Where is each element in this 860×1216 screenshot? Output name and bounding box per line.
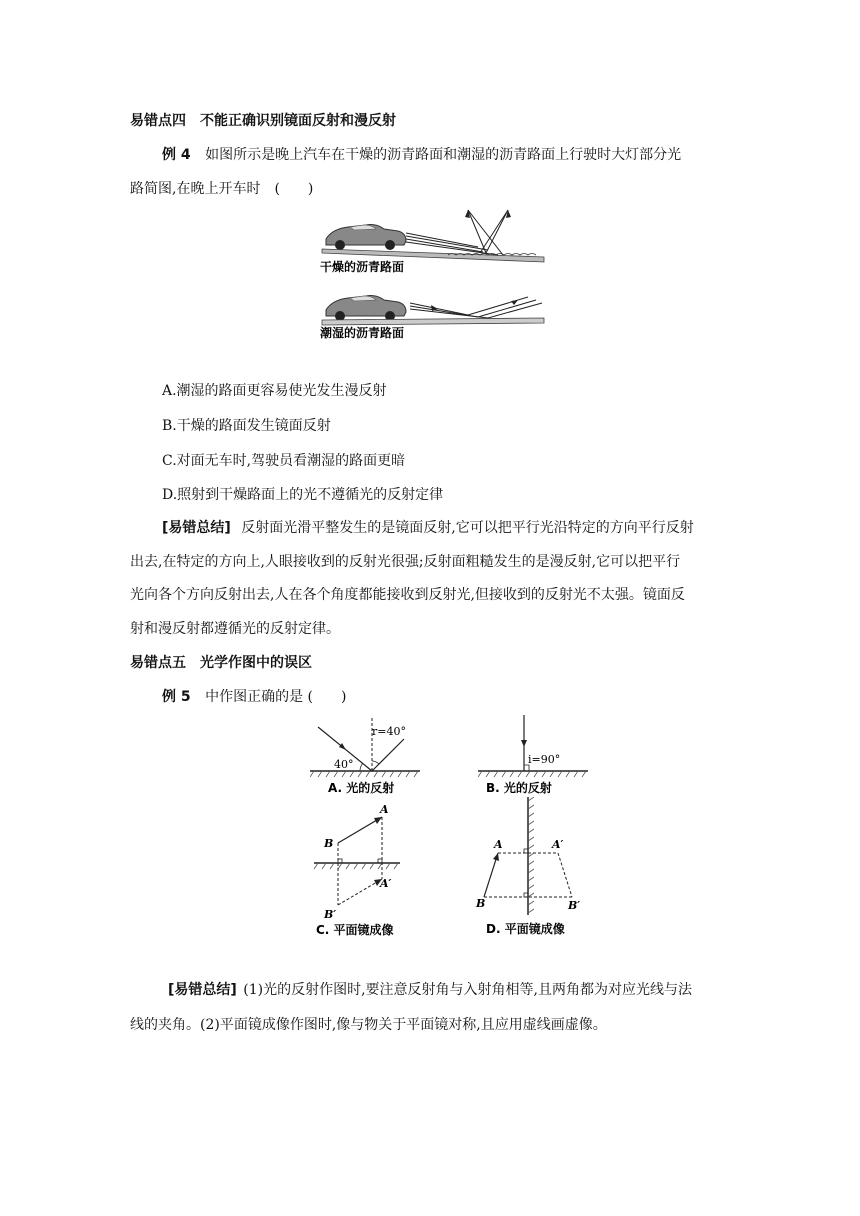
option-d: D.照射到干燥路面上的光不遵循光的反射定律: [162, 487, 444, 503]
fig-a-angle-incident: 40°: [334, 758, 354, 771]
summary4-text-4: 射和漫反射都遵循光的反射定律。: [130, 621, 340, 637]
option-a: A.潮湿的路面更容易使光发生漫反射: [162, 383, 387, 399]
figure-c: [310, 803, 420, 943]
example4-line1: [162, 145, 681, 165]
fig-c-point-a: A: [380, 803, 389, 816]
summary4-label: [易错总结]: [162, 520, 231, 536]
section4-heading: 易错点四 不能正确识别镜面反射和漫反射: [130, 113, 396, 129]
figure-a: [310, 713, 420, 803]
fig-d-point-a2: A′: [552, 838, 564, 851]
summary5-text-2: 线的夹角。(2)平面镜成像作图时,像与物关于平面镜对称,且应用虚线画虚像。: [130, 1017, 607, 1033]
summary5-label: [易错总结]: [168, 982, 237, 998]
example5-text: 中作图正确的是 ( ): [205, 689, 347, 705]
example4-text-1: 如图所示是晚上汽车在干燥的沥青路面和潮湿的沥青路面上行驶时大灯部分光: [205, 147, 682, 163]
fig-c-caption: C. 平面镜成像: [316, 923, 394, 937]
fig-d-point-b2: B′: [568, 899, 581, 912]
example4-text-2: 路简图,在晚上开车时 ( ): [130, 181, 314, 197]
summary4-text-3: 光向各个方向反射出去,人在各个角度都能接收到反射光,但接收到的反射光不太强。镜面反: [130, 587, 685, 603]
section5-heading: 易错点五 光学作图中的误区: [130, 655, 312, 671]
wet-road-label: 潮湿的沥青路面: [320, 326, 405, 340]
summary5-text-1: (1)光的反射作图时,要注意反射角与入射角相等,且两角都为对应光线与法: [243, 982, 692, 998]
summary4-text-1: 反射面光滑平整发生的是镜面反射,它可以把平行光沿特定的方向平行反射: [241, 520, 694, 536]
fig-b-caption: B. 光的反射: [486, 781, 552, 795]
fig-b-angle: i=90°: [528, 753, 561, 766]
fig-d-point-b: B: [476, 897, 486, 910]
example4-label: 例 4: [162, 147, 191, 163]
example5-line: [162, 687, 346, 707]
summary4-text-2: 出去,在特定的方向上,人眼接收到的反射光很强;反射面粗糙发生的是漫反射,它可以把平行: [130, 554, 681, 570]
example5-label: 例 5: [162, 689, 191, 705]
figure-d: [474, 797, 594, 943]
road-reflection-figure: [318, 205, 548, 345]
dry-road-group: [322, 210, 544, 262]
summary5-line1: [168, 980, 692, 1000]
dry-road-label: 干燥的沥青路面: [320, 260, 405, 274]
summary4-line1: [162, 518, 694, 538]
wet-road-surface: [322, 318, 544, 325]
figure-b: [478, 713, 588, 803]
fig-d-point-a: A: [494, 838, 503, 851]
option-b: B.干燥的路面发生镜面反射: [162, 418, 331, 434]
fig-c-point-b2: B′: [324, 908, 337, 921]
fig-a-caption: A. 光的反射: [328, 781, 395, 795]
option-c: C.对面无车时,驾驶员看潮湿的路面更暗: [162, 453, 406, 469]
road-reflection-svg: [318, 205, 548, 345]
wet-road-group: [322, 296, 544, 326]
fig-d-caption: D. 平面镜成像: [486, 922, 565, 936]
fig-c-point-a2: A′: [380, 877, 392, 890]
fig-c-point-b: B: [324, 837, 334, 850]
fig-a-angle-reflect: r=40°: [372, 725, 406, 738]
